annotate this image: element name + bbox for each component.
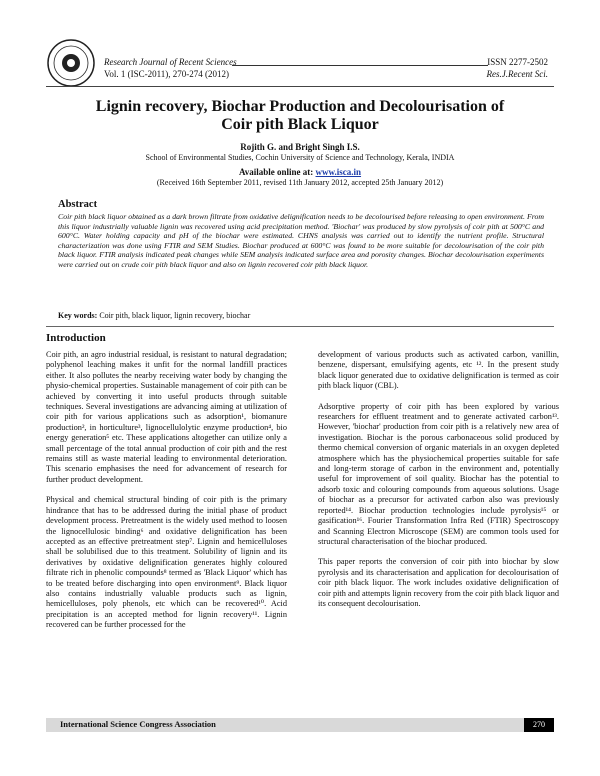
keywords-label: Key words: [58,311,98,320]
paper-title [46,98,554,134]
right-paragraph-2: Adsorptive property of coir pith has been explored by various researchers for effluent treatment and to generate activated carbon¹³. However, 'biochar' production from coir pith is a relatively new area of investigation. Biochar is the porous carbonaceous solid produced by thermo chemical conversion of organic materials in an oxygen depleted atmosphere which has the physiochemical properties suitable for safe and long-term storage of carbon in the environment and, potentially useful for improvement of soil quality. Biochar has the potential to adsorb toxic and colouring compounds from aqueous solutions. Usage of biochar as a precursor for activated carbon also was previously reported¹⁴. Biochar production technologies include pyrolysis¹⁵ or gasification¹⁶. Fourier Transformation Infra Red (FTIR) Spectroscopy and Scanning Electron Microscope (SEM) are common tools used for structural characterisation of the biochar produced. [318,401,559,546]
received-dates: (Received 16th September 2011, revised 11th January 2012, accepted 25th January 2012) [156,178,444,187]
journal-header-left [104,56,237,80]
authors: Rojith G. and Bright Singh I.S. [240,142,360,152]
right-column [318,350,559,619]
availability [46,167,554,177]
journal-logo-icon [46,38,96,88]
title-line-2: Coir pith Black Liquor [221,116,379,133]
journal-abbrev: Res.J.Recent Sci. [486,69,548,79]
header-underline [232,65,488,66]
issn: ISSN 2277-2502 [487,57,548,67]
left-column [46,350,287,641]
keywords-rule [46,326,554,327]
keywords-text: Coir pith, black liquor, lignin recovery, biochar [99,311,251,320]
page-number: 270 [524,718,554,732]
keywords [58,311,544,320]
affiliation: School of Environmental Studies, Cochin University of Science and Technology, Kerala, INDIA [145,153,455,162]
journal-volume: Vol. 1 (ISC-2011), 270-274 (2012) [104,69,229,79]
journal-link[interactable]: www.isca.in [315,167,362,177]
journal-header-right [487,56,548,80]
abstract-heading: Abstract [58,199,98,210]
header-rule [46,86,554,87]
footer-association: International Science Congress Association [60,719,216,729]
right-paragraph-3: This paper reports the conversion of coir pith into biochar by slow pyrolysis and its characterisation and application for decolourisation of coir pith black liquor. The work includes oxidative delignification of coir pith and attempts lignin recovery from the coir pith black liquor and its consequent decolourisation. [318,557,560,608]
left-paragraph-2: Physical and chemical structural binding of coir pith is the primary hindrance that has to be addressed during the initial phase of product development process. Pretreatment is the widely used method to loosen the lignocellulosic binding⁶ and oxidative delignification has been accepted as an effective pretreatment step⁷. Lignin and hemicelluloses shall be solubilised due to this treatment. Solubility of lignin and its derivatives by oxidative delignification generates highly coloured filtrate rich in phenolic compounds⁸ termed as 'Black Liquor' which has to be treated before discharging into open environment⁹. Black liquor also contains industrially valuable products such as lignin, hemicelluloses, poly phenols, etc which can be recovered¹⁰. Acid precipitation is an accepted method for lignin recovery¹¹. Lignin recovered can be further processed for the [46,495,287,630]
left-paragraph-1: Coir pith, an agro industrial residual, is resistant to natural degradation; polyphenol leaching makes it unfit for the normal landfill practices either. It also pollutes the nearby receiving water body by changing the physio-chemical properties. Sustainable management of coir pith can be achieved by converting it into useful products through suitable techniques. Several investigations are advancing aiming at utilization of coir pith for various applications such as adsorption¹, biomanure production², in horticulture³, lignocellulolytic enzyme production⁴, bio energy generation⁵ etc. These applications altogether can utilize only a small percentage of the total annual production of coir pith and the rest remains still as waste material leading to environmental deterioration. This scenario emphasises the need for advancement of research for further product development. [46,350,287,484]
available-label: Available online at: [238,167,314,177]
right-paragraph-1: development of various products such as activated carbon, vanillin, benzene, dispersant, emulsifying agents, etc ¹². In the present study black liquor generated due to oxidative delignification is termed as coir pith black liquor (CBL). [318,350,559,391]
journal-name: Research Journal of Recent Sciences [104,57,237,67]
introduction-heading: Introduction [46,332,106,344]
title-line-1: Lignin recovery, Biochar Production and Decolourisation of [95,98,505,115]
abstract-text: Coir pith black liquor obtained as a dark brown filtrate from oxidative delignification needs to be decolourised before releasing to open environment. From this liquor industrially valuable lignin was recovered using acid precipitation method. 'Biochar' was produced by slow pyrolysis of coir pith at 500°C and 600°C. Water holding capacity and pH of the biochar were estimated. CHNS analysis was carried out to identify the nutrient profile. Structural characterization was done using FTIR and SEM Studies. Biochar produced at 600°C was found to be more suitable for decolourisation of the coir pith black liquor. FTIR analysis indicated peak changes while SEM analysis indicated surface area and porosity changes. Biochar decolourisation experiments were carried out on crude coir pith black liquor and also on lignin recovered coir pith black liquor. [58,212,544,269]
